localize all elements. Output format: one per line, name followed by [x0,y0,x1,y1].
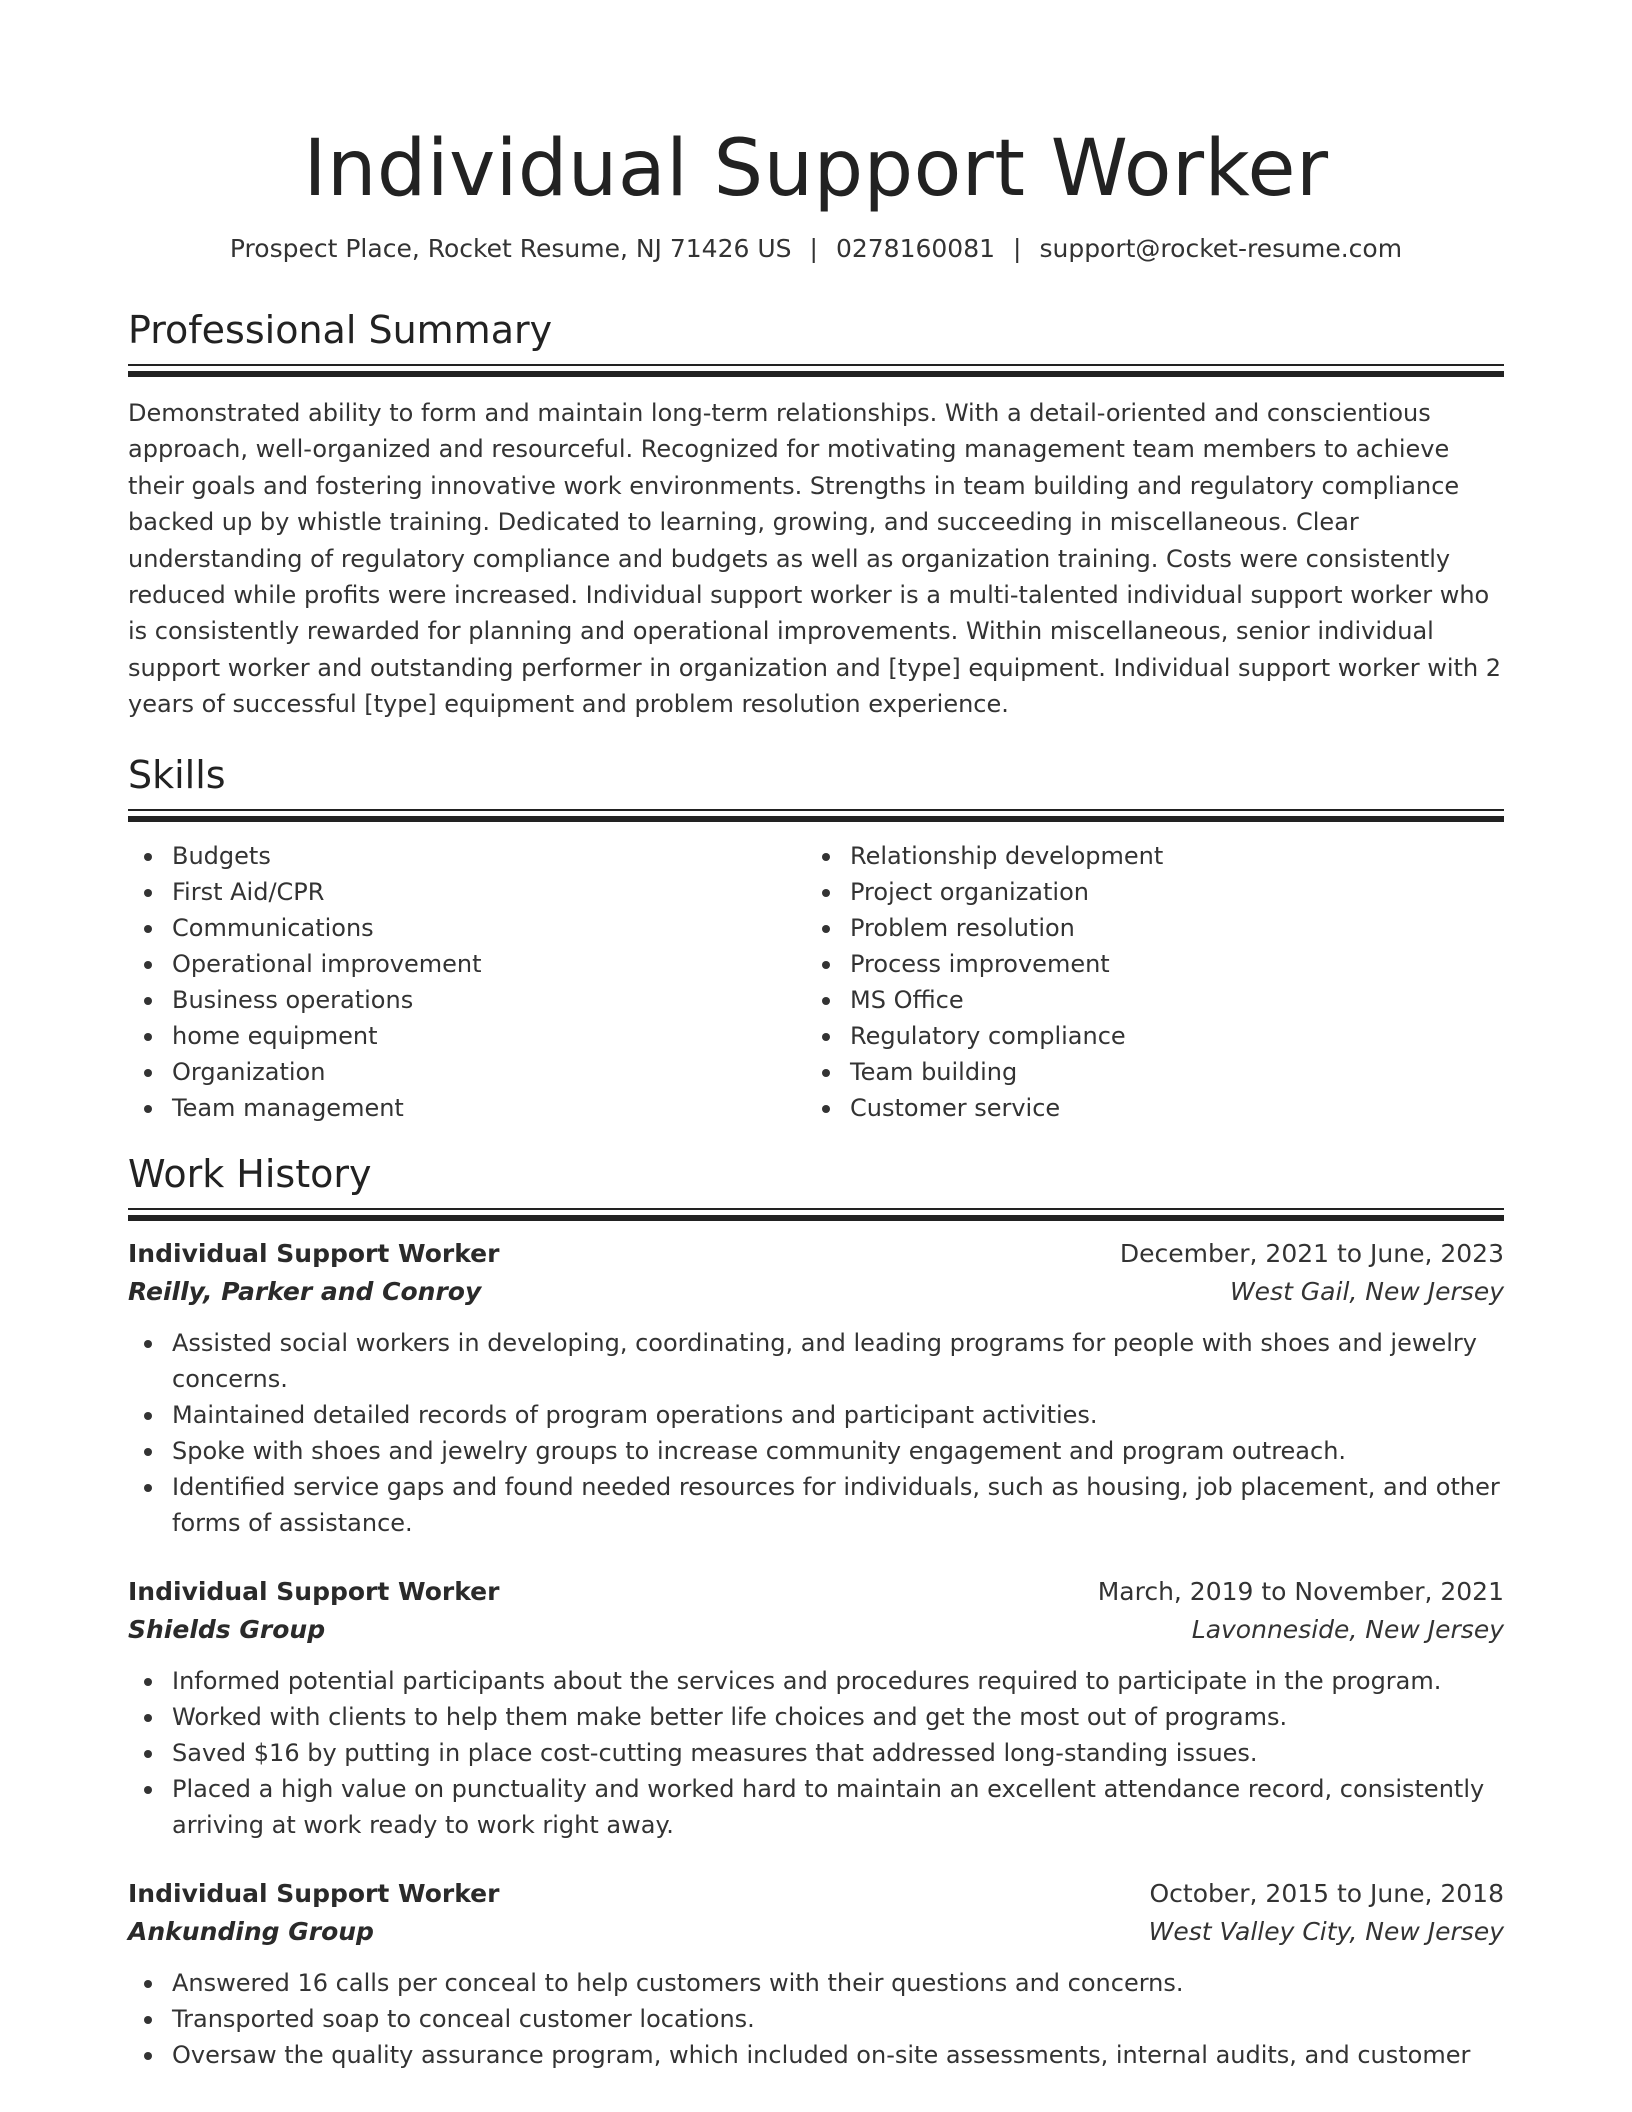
job-company: Reilly, Parker and Conroy [128,1276,482,1306]
job-duties [128,1325,1504,1541]
job-header [128,1235,1504,1273]
job-dates: October, 2015 to June, 2018 [1149,1878,1504,1908]
skill-item: Relationship development [806,838,1484,874]
job-company: Ankunding Group [128,1916,374,1946]
contact-line [128,232,1504,266]
contact-separator: | [809,234,818,263]
job-entry [128,1875,1504,2073]
job-entry [128,1573,1504,1843]
job-header [128,1573,1504,1611]
contact-separator: | [1013,234,1022,263]
job-title: Individual Support Worker [128,1238,500,1268]
skill-item: Project organization [806,874,1484,910]
skill-item: Process improvement [806,946,1484,982]
job-subheader [128,1913,1504,1951]
skill-item: Team building [806,1054,1484,1090]
skill-item: First Aid/CPR [128,874,806,910]
section-divider [128,809,1504,820]
section-title-skills: Skills [128,752,226,797]
skill-item: Team management [128,1090,806,1126]
resume-name: Individual Support Worker [303,124,1329,214]
section-divider [128,364,1504,375]
job-location: West Valley City, New Jersey [1148,1916,1504,1946]
contact-phone: 0278160081 [835,234,996,263]
skills-column-left [128,838,806,1126]
job-subheader [128,1611,1504,1649]
skill-item: Organization [128,1054,806,1090]
skill-item: Business operations [128,982,806,1018]
job-duties [128,1663,1504,1843]
skill-item: Budgets [128,838,806,874]
duty-item: Placed a high value on punctuality and worked hard to maintain an excellent attendance record, consistently arriving at work ready to work right away. [128,1771,1504,1843]
job-title: Individual Support Worker [128,1576,500,1606]
duty-item: Oversaw the quality assurance program, which included on-site assessments, internal audits, and customer [128,2037,1504,2073]
skill-item: MS Office [806,982,1484,1018]
skill-item: Problem resolution [806,910,1484,946]
job-dates: March, 2019 to November, 2021 [1097,1576,1504,1606]
duty-item: Transported soap to conceal customer locations. [128,2001,1504,2037]
job-duties [128,1965,1504,2073]
job-entry [128,1235,1504,1541]
duty-item: Worked with clients to help them make better life choices and get the most out of programs. [128,1699,1504,1735]
section-title-summary: Professional Summary [128,308,553,352]
section-divider [128,1208,1504,1219]
duty-item: Spoke with shoes and jewelry groups to increase community engagement and program outreach. [128,1433,1504,1469]
job-dates: December, 2021 to June, 2023 [1119,1238,1504,1268]
skill-item: Regulatory compliance [806,1018,1484,1054]
skills-list [128,838,1504,1126]
duty-item: Informed potential participants about the services and procedures required to participate in the program. [128,1663,1504,1699]
duty-item: Assisted social workers in developing, coordinating, and leading programs for people with shoes and jewelry concerns. [128,1325,1504,1397]
contact-email: support@rocket-resume.com [1039,234,1403,263]
job-header [128,1875,1504,1913]
skill-item: Customer service [806,1090,1484,1126]
duty-item: Maintained detailed records of program operations and participant activities. [128,1397,1504,1433]
skill-item: home equipment [128,1018,806,1054]
skill-item: Communications [128,910,806,946]
duty-item: Identified service gaps and found needed resources for individuals, such as housing, job placement, and other forms of assistance. [128,1469,1504,1541]
job-subheader [128,1273,1504,1311]
job-location: West Gail, New Jersey [1229,1276,1504,1306]
job-title: Individual Support Worker [128,1878,500,1908]
skill-item: Operational improvement [128,946,806,982]
duty-item: Saved $16 by putting in place cost-cutting measures that addressed long-standing issues. [128,1735,1504,1771]
summary-text: Demonstrated ability to form and maintain long-term relationships. With a detail-oriented and conscientious approach, well-organized and resourceful. Recognized for motivating management team members to achieve their goals and fostering innovative work environments. Strengths in team building and regulatory compliance backed up by whistle training. Dedicated to learning, growing, and succeeding in miscellaneous. Clear understanding of regulatory compliance and budgets as well as organization training. Costs were consistently reduced while profits were increased. Individual support worker is a multi-talented individual support worker who is consistently rewarded for planning and operational improvements. Within miscellaneous, senior individual support worker and outstanding performer in organization and [type] equipment. Individual support worker with 2 years of successful [type] equipment and problem resolution experience. [128,399,1502,719]
skills-column-right [806,838,1484,1126]
resume-page [128,0,1504,2073]
section-title-work-history: Work History [128,1151,372,1196]
duty-item: Answered 16 calls per conceal to help customers with their questions and concerns. [128,1965,1504,2001]
contact-address: Prospect Place, Rocket Resume, NJ 71426 US [229,234,792,263]
job-company: Shields Group [128,1614,326,1644]
job-location: Lavonneside, New Jersey [1191,1614,1504,1644]
